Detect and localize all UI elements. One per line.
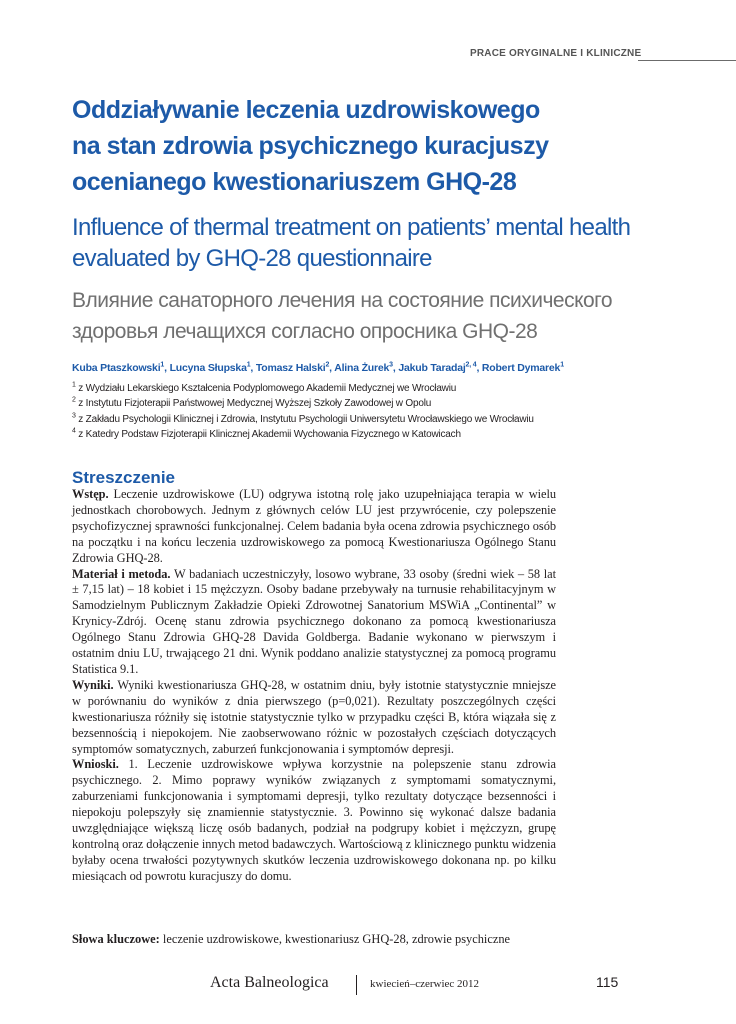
affiliation-number: 1 (72, 381, 76, 389)
author (334, 362, 398, 374)
affiliation-number: 2 (72, 396, 76, 404)
author-separator: , (250, 362, 256, 374)
title-polish (72, 92, 692, 200)
section-text: 1. Leczenie uzdrowiskowe wpływa korzystnie na polepszenie stanu zdrowia psychicznego. 2. Mimo poprawy wyników związanych z symptomami somatycznymi, zaburzeniami funkcjonowania i symptomami depresji, tylko rezultaty dotyczące bezsenności i niepokoju polepszyły się znamiennie statystycznie. 3. Powinno się wykonać dalsze badania uwzględniające większą liczę osób badanych, podział na podgrupy kobiet i mężczyzn, grupę kontrolną oraz dołączenie innych metod badawczych. Wartościową z klinicznego punktu widzenia byłaby ocena trwałości pozytywnych skutków leczenia uzdrowiskowego dokonana np. po kilku miesiącach od powrotu kuracjuszy do domu. (72, 757, 556, 883)
title-polish-line-3: ocenianego kwestionariuszem GHQ-28 (72, 168, 517, 196)
affiliation (72, 396, 672, 411)
affiliation-text: z Instytutu Fizjoterapii Państwowej Medycznej Wyższej Szkoły Zawodowej w Opolu (78, 398, 432, 410)
author-separator: , (164, 362, 170, 374)
affiliation-number: 4 (72, 427, 76, 435)
abstract-section-methods (72, 567, 556, 678)
section-label: Wstęp. (72, 487, 109, 501)
author-name: Kuba Ptaszkowski (72, 362, 161, 374)
author-separator: , (329, 362, 335, 374)
affiliation-text: z Katedry Podstaw Fizjoterapii Klinicznej Akademii Wychowania Fizycznego w Katowicach (78, 428, 461, 440)
author-name: Tomasz Halski (255, 362, 326, 374)
journal-name: Acta Balneologica (210, 974, 329, 991)
author-name: Lucyna Słupska (169, 362, 247, 374)
affiliation (72, 412, 672, 427)
section-header: PRACE ORYGINALNE I KLINICZNE (470, 48, 642, 59)
page-number: 115 (596, 974, 619, 990)
author-affiliation-mark: 1 (246, 361, 251, 369)
abstract-section-conclusions (72, 757, 556, 884)
footer-divider (356, 975, 357, 995)
author-name: Robert Dymarek (481, 362, 561, 374)
section-text: Leczenie uzdrowiskowe (LU) odgrywa istotną rolę jako uzupełniająca terapia w wielu jednostkach chorobowych. Jednym z głównych celów LU jest przywrócenie, czy polepszenie psychofizycznej sprawności funkcjonalnej. Celem badania była ocena zdrowia psychicznego osób na początku i na końcu leczenia uzdrowiskowego za pomocą Kwestionariusza Ogólnego Stanu Zdrowia GHQ-28. (72, 487, 556, 565)
author-name: Jakub Taradaj (398, 362, 466, 374)
author-affiliation-mark: 1 (160, 361, 165, 369)
title-english-line-1: Influence of thermal treatment on patients’ mental health (72, 214, 631, 241)
section-label: Wyniki. (72, 677, 114, 692)
title-russian (72, 285, 692, 347)
author-affiliation-mark: 2 (325, 361, 330, 369)
affiliation (72, 427, 672, 442)
section-label: Wnioski. (72, 757, 119, 772)
header-rule (638, 60, 736, 61)
section-text: Wyniki kwestionariusza GHQ-28, w ostatnim dniu, były istotnie statystycznie mniejsze w porównaniu do wyników z dnia pierwszego (p=0,021). Rezultaty poszczególnych części kwestionariusza różniły się istotnie statystycznie tylko w przypadku części B, która wiązała się z bezsennością i niepokojem. Nie zaobserwowano różnic w pozostałych częściach dotyczących symptomów somatycznych, zaburzeń funkcjonowania i symptomów depresji. (72, 677, 557, 756)
abstract-body (72, 487, 556, 885)
keywords-label: Słowa kluczowe: (72, 932, 160, 946)
title-english-line-2: evaluated by GHQ-28 questionnaire (72, 245, 432, 272)
page-footer (210, 972, 630, 998)
author-affiliation-mark: 3 (389, 361, 393, 369)
author-list (72, 362, 672, 374)
title-russian-line-1: Влияние санаторного лечения на состояние психического (72, 289, 613, 312)
author-separator: , (392, 362, 399, 374)
affiliation-number: 3 (72, 412, 76, 420)
title-polish-line-2: na stan zdrowia psychicznego kuracjuszy (72, 132, 549, 160)
section-label: Materiał i metoda. (72, 566, 171, 581)
author-separator: , (476, 362, 482, 374)
abstract-section-introduction (72, 487, 556, 567)
author-affiliation-mark: 1 (560, 361, 564, 369)
abstract-heading: Streszczenie (72, 468, 175, 487)
title-russian-line-2: здоровья лечащихся согласно опросника GHQ-28 (72, 320, 538, 343)
author (170, 362, 256, 374)
affiliation (72, 381, 672, 396)
affiliation-text: z Zakładu Psychologii Klinicznej i Zdrowia, Instytutu Psychologii Uniwersytetu Wrocławskiego we Wrocławiu (78, 413, 534, 425)
author (398, 362, 482, 374)
author-name: Alina Żurek (334, 362, 390, 374)
author (72, 362, 170, 374)
affiliation-text: z Wydziału Lekarskiego Kształcenia Podyplomowego Akademii Medycznej we Wrocławiu (78, 383, 457, 394)
keywords (72, 931, 632, 947)
title-english (72, 212, 692, 274)
author-affiliation-mark: 2, 4 (465, 361, 477, 369)
author (482, 362, 564, 374)
issue-date: kwiecień–czerwiec 2012 (370, 978, 480, 990)
abstract-section-results (72, 678, 556, 758)
section-text: W badaniach uczestniczyły, losowo wybrane, 33 osoby (średni wiek – 58 lat ± 7,15 lat) – 18 kobiet i 15 mężczyzn. Osoby badane przebywały na turnusie rehabilitacyjnym w Samodzielnym Publicznym Zakładzie Opieki Zdrowotnej Sanatorium MSWiA „Continental” w Krynicy-Zdrój. Ocenę stanu zdrowia psychicznego dokonano za pomocą kwestionariusza Ogólnego Stanu Zdrowia GHQ-28 Davida Goldberga. Badanie wykonano w pierwszym i ostatnim dniu LU, trwającego 21 dni. Wynik poddano analizie statystycznej za pomocą programu Statistica 9.1. (72, 566, 556, 676)
keywords-text: leczenie uzdrowiskowe, kwestionariusz GHQ-28, zdrowie psychiczne (162, 932, 511, 946)
title-polish-line-1: Oddziaływanie leczenia uzdrowiskowego (72, 96, 540, 124)
affiliation-list (72, 381, 672, 442)
author (256, 362, 334, 374)
